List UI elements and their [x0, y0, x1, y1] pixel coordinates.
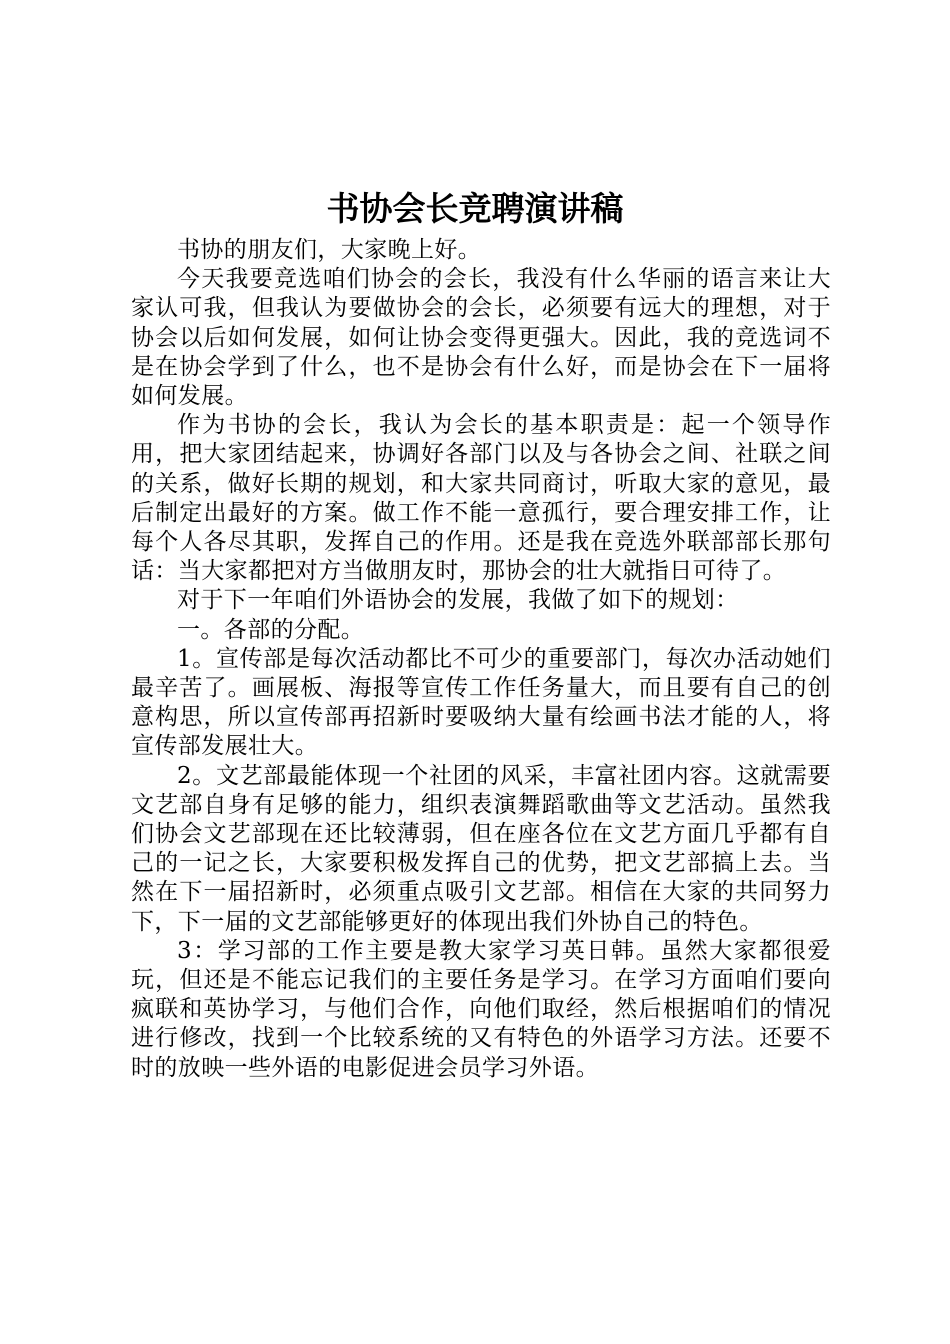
paragraph-greeting: 书协的朋友们，大家晚上好。 [177, 237, 482, 263]
paragraph-publicity-dept: 1。宣传部是每次活动都比不可少的重要部门，每次办活动她们最辛苦了。画展板、海报等宣传工作任务量大，而且要有自己的创意构思，所以宣传部再招新时要吸纳大量有绘画书法才能的人，将宣传部发展壮大。 [131, 645, 831, 760]
document-body [131, 236, 831, 1083]
paragraph-plan-intro: 对于下一年咱们外语协会的发展，我做了如下的规划： [177, 587, 739, 614]
paragraph-duties: 作为书协的会长，我认为会长的基本职责是：起一个领导作用，把大家团结起来，协调好各部门以及与各协会之间、社联之间的关系，做好长期的规划，和大家共同商讨，听取大家的意见，最后制定出最好的方案。做工作不能一意孤行，要合理安排工作，让每个人各尽其职，发挥自己的作用。还是我在竞选外联部部长那句话：当大家都把对方当做朋友时，那协会的壮大就指日可待了。 [131, 412, 831, 585]
paragraph-study-dept: 3：学习部的工作主要是教大家学习英日韩。虽然大家都很爱玩，但还是不能忘记我们的主要任务是学习。在学习方面咱们要向疯联和英协学习，与他们合作，向他们取经，然后根据咱们的情况进行修改，找到一个比较系统的又有特色的外语学习方法。还要不时的放映一些外语的电影促进会员学习外语。 [131, 937, 831, 1081]
paragraph-arts-dept: 2。文艺部最能体现一个社团的风采，丰富社团内容。这就需要文艺部自身有足够的能力，组织表演舞蹈歌曲等文艺活动。虽然我们协会文艺部现在还比较薄弱，但在座各位在文艺方面几乎都有自己的一记之长，大家要积极发挥自己的优势，把文艺部搞上去。当然在下一届招新时，必须重点吸引文艺部。相信在大家的共同努力下，下一届的文艺部能够更好的体现出我们外协自己的特色。 [131, 762, 831, 935]
paragraph-section-heading: 一。各部的分配。 [177, 616, 365, 643]
paragraph-intro: 今天我要竞选咱们协会的会长，我没有什么华丽的语言来让大家认可我，但我认为要做协会的会长，必须要有远大的理想，对于协会以后如何发展，如何让协会变得更强大。因此，我的竞选词不是在协会学到了什么，也不是协会有什么好，而是协会在下一届将如何发展。 [131, 266, 831, 410]
document-title: 书协会长竞聘演讲稿 [326, 189, 624, 228]
